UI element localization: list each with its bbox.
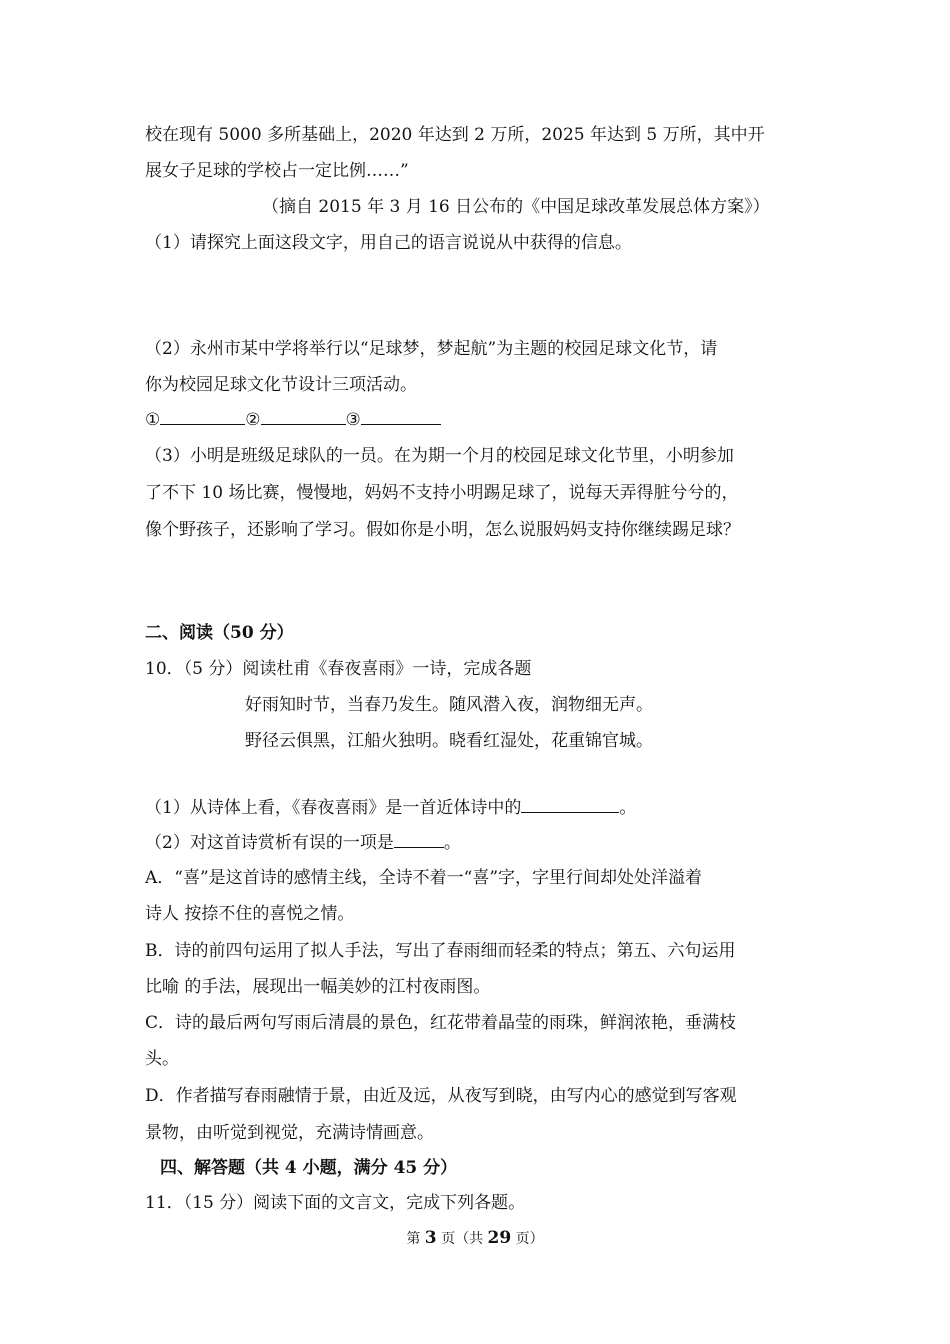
activity-blank-1[interactable]: [160, 407, 245, 425]
footer-prefix: 第: [406, 1231, 425, 1247]
option-c-line-2: 头。: [145, 1049, 179, 1069]
section-2-heading: 二、阅读（50 分）: [145, 623, 294, 643]
citation: （摘自 2015 年 3 月 16 日公布的《中国足球改革发展总体方案》）: [262, 197, 770, 217]
page-footer: [0, 1228, 950, 1249]
q11-stem: 11．（15 分）阅读下面的文言文，完成下列各题。: [145, 1193, 526, 1213]
q10-sub1-end: 。: [619, 798, 637, 818]
option-a-line-2: 诗人 按捺不住的喜悦之情。: [145, 904, 355, 924]
q9-sub1: （1）请探究上面这段文字，用自己的语言说说从中获得的信息。: [145, 233, 632, 253]
blank-label-2: ②: [245, 410, 261, 430]
q9-sub2-line-1: （2）永州市某中学将举行以“足球梦，梦起航”为主题的校园足球文化节，请: [145, 339, 718, 359]
q9-sub2-line-2: 你为校园足球文化节设计三项活动。: [145, 375, 417, 395]
page-number: 3: [424, 1228, 437, 1248]
q9-sub3-line-2: 了不下 10 场比赛，慢慢地，妈妈不支持小明踢足球了，说每天弄得脏兮兮的，: [145, 483, 739, 503]
footer-middle: 页（共: [436, 1231, 488, 1247]
section-4-heading: 四、解答题（共 4 小题，满分 45 分）: [160, 1158, 458, 1178]
activity-blank-3[interactable]: [361, 407, 441, 425]
q10-sub1: [145, 795, 636, 820]
option-b-line-1: B．诗的前四句运用了拟人手法，写出了春雨细而轻柔的特点；第五、六句运用: [145, 941, 736, 961]
q10-sub1-text: （1）从诗体上看，《春夜喜雨》是一首近体诗中的: [145, 798, 522, 818]
q9-sub3-line-1: （3）小明是班级足球队的一员。在为期一个月的校园足球文化节里，小明参加: [145, 446, 734, 466]
q10-sub2-blank[interactable]: [394, 830, 444, 848]
footer-suffix: 页）: [511, 1231, 544, 1247]
q9-sub3-line-3: 像个野孩子，还影响了学习。假如你是小明，怎么说服妈妈支持你继续踢足球？: [145, 520, 740, 540]
intro-line-2: 展女子足球的学校占一定比例……”: [145, 161, 409, 181]
activity-blank-2[interactable]: [261, 407, 346, 425]
intro-line-1: 校在现有 5000 多所基础上，2020 年达到 2 万所，2025 年达到 5 万所，其中开: [145, 125, 765, 145]
blank-label-3: ③: [345, 410, 361, 430]
option-a-line-1: A．“喜”是这首诗的感情主线，全诗不着一“喜”字，字里行间却处处洋溢着: [145, 868, 703, 888]
poem-line-1: 好雨知时节，当春乃发生。随风潜入夜，润物细无声。: [245, 695, 653, 715]
q10-stem: 10．（5 分）阅读杜甫《春夜喜雨》一诗，完成各题: [145, 659, 532, 679]
q10-sub2-end: 。: [443, 833, 461, 853]
blank-label-1: ①: [145, 410, 161, 430]
q10-sub2-text: （2）对这首诗赏析有误的一项是: [145, 833, 394, 853]
option-d-line-1: D．作者描写春雨融情于景，由近及远，从夜写到晓，由写内心的感觉到写客观: [145, 1086, 737, 1106]
option-d-line-2: 景物，由听觉到视觉，充满诗情画意。: [145, 1123, 434, 1143]
poem-line-2: 野径云俱黑，江船火独明。晓看红湿处，花重锦官城。: [245, 731, 653, 751]
q10-sub1-blank[interactable]: [521, 795, 619, 813]
option-c-line-1: C．诗的最后两句写雨后清晨的景色，红花带着晶莹的雨珠，鲜润浓艳，垂满枝: [145, 1013, 737, 1033]
activity-blanks: [145, 407, 441, 432]
option-b-line-2: 比喻 的手法，展现出一幅美妙的江村夜雨图。: [145, 977, 491, 997]
total-pages: 29: [487, 1228, 512, 1248]
q10-sub2: [145, 830, 461, 855]
